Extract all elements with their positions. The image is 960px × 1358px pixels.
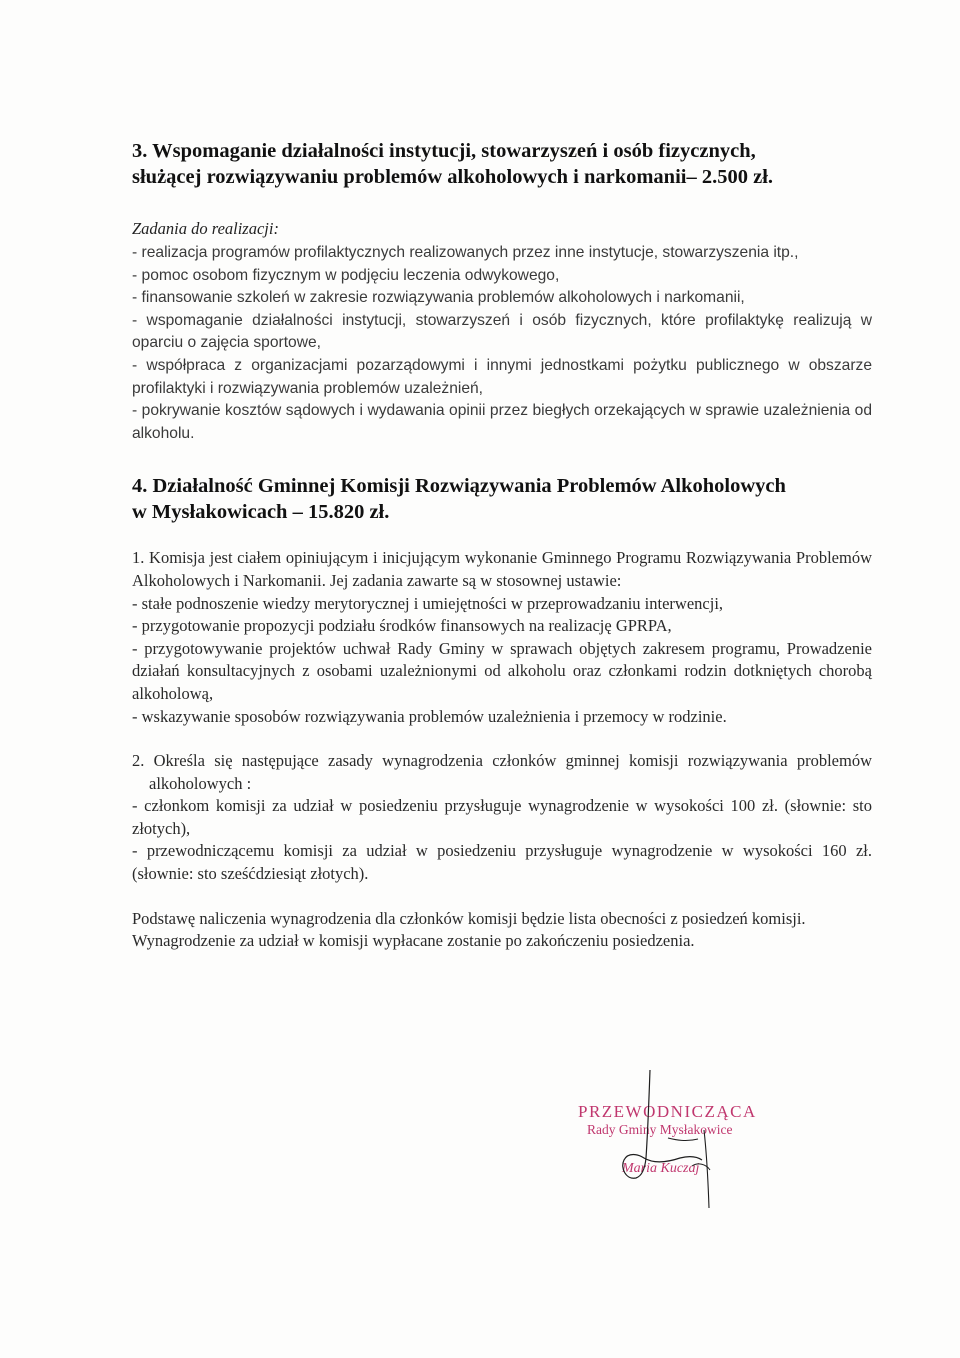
list-item: - realizacja programów profilaktycznych realizowanych przez inne instytucje, stowarzyszenia itp., — [132, 244, 799, 261]
list-item: - przygotowanie propozycji podziału środków finansowych na realizację GPRPA, — [132, 616, 672, 636]
section3-heading-line2: służącej rozwiązywaniu problemów alkoholowych i narkomanii– 2.500 zł. — [132, 166, 774, 188]
section4-heading-line2: w Mysłakowicach – 15.820 zł. — [132, 501, 390, 524]
list-item: - wskazywanie sposobów rozwiązywania problemów uzależnienia i przemocy w rodzinie. — [132, 706, 727, 726]
list-item: - stałe podnoszenie wiedzy merytorycznej i umiejętności w przeprowadzaniu interwencji, — [132, 593, 724, 613]
section3-tasks-label: Zadania do realizacji: — [132, 219, 279, 238]
section3-heading-line1: 3. Wspomaganie działalności instytucji, stowarzyszeń i osób fizycznych, — [132, 140, 756, 162]
list-item: - pokrywanie kosztów sądowych i wydawania opinii przez biegłych orzekających w sprawie uzależnienia od alkoholu. — [132, 402, 872, 442]
list-item: - członkom komisji za udział w posiedzeniu przysługuje wynagrodzenie w wysokości 100 zł. (słownie: sto złotych), — [132, 796, 872, 838]
section4-point2 — [132, 750, 872, 886]
section3-task-list — [132, 242, 872, 445]
chairwoman-stamp — [572, 1068, 792, 1218]
document-page — [132, 138, 872, 953]
list-item: - współpraca z organizacjami pozarządowymi i innymi jednostkami pożytku publicznego w obszarze profilaktyki i rozwiązywania problemów uzależnień, — [132, 356, 872, 397]
stamp-subtitle: Rady Gminy Mysłakowice — [587, 1122, 733, 1137]
stamp-name: Maria Kuczaj — [622, 1161, 700, 1176]
point1-text: 1. Komisja jest ciałem opiniującym i inicjującym wykonanie Gminnego Programu Rozwiązywania Problemów Alkoholowych i Narkomanii. Jej zadania zawarte są w stosownej ustawie: — [132, 548, 872, 590]
section4 — [132, 473, 872, 953]
list-item: - przygotowywanie projektów uchwał Rady Gminy w sprawach objętych zakresem programu, Prowadzenie działań konsultacyjnych z osobami uzależnionymi od alkoholu oraz członkami rodzin dotkniętych chorobą alkoholową, — [132, 638, 872, 703]
list-item: - finansowanie szkoleń w zakresie rozwiązywania problemów alkoholowych i narkomanii, — [132, 289, 745, 307]
point2-text: 2. Określa się następujące zasady wynagrodzenia członków gminnej komisji rozwiązywania problemów alkoholowych : — [132, 751, 872, 793]
list-item: - przewodniczącemu komisji za udział w posiedzeniu przysługuje wynagrodzenie w wysokości 160 zł. (słownie: sto sześćdziesiąt złotych). — [132, 841, 872, 884]
list-item: - wspomaganie działalności instytucji, stowarzyszeń i osób fizycznych, które profilaktykę realizują w oparciu o zajęcia sportowe, — [132, 311, 872, 352]
section4-heading-line1: 4. Działalność Gminnej Komisji Rozwiązywania Problemów Alkoholowych — [132, 475, 786, 498]
payment-text: Wynagrodzenie za udział w komisji wypłacane zostanie po zakończeniu posiedzenia. — [132, 931, 695, 951]
basis-text: Podstawę naliczenia wynagrodzenia dla członków komisji będzie lista obecności z posiedzeń komisji. — [132, 908, 806, 928]
handwritten-signature — [572, 1068, 792, 1218]
section4-point1 — [132, 547, 872, 728]
list-item: - pomoc osobom fizycznym w podjęciu leczenia odwykowego, — [132, 266, 560, 284]
stamp-title: PRZEWODNICZĄCA — [578, 1102, 757, 1121]
